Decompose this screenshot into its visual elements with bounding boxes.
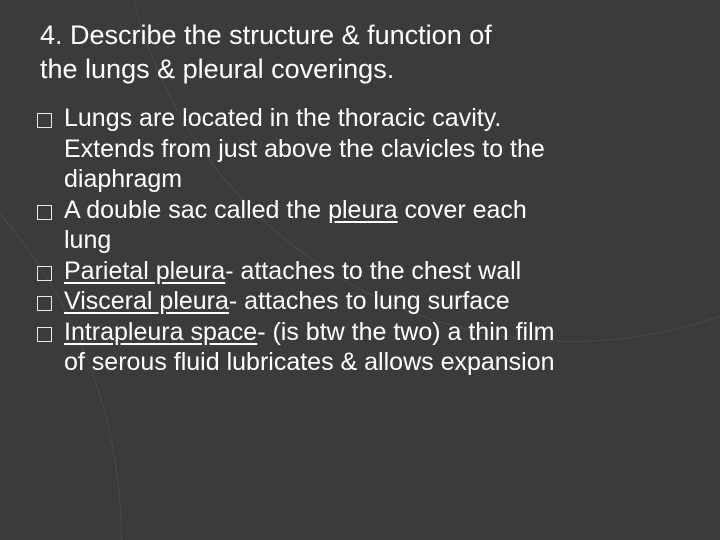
- bullet-line: [64, 195, 720, 226]
- bullet-term: Intrapleura space: [64, 317, 258, 346]
- bullet-text: A double sac called the: [64, 195, 329, 224]
- bullet-text: - attaches to the chest wall: [225, 256, 522, 285]
- bullet-box-icon: [37, 266, 52, 281]
- bullet-text: diaphragm: [64, 165, 183, 193]
- bullet-line: [64, 286, 720, 317]
- bullet-box-icon: [37, 296, 52, 311]
- title-line: 4. Describe the structure & function of: [40, 20, 492, 50]
- bullet-line: [64, 317, 720, 348]
- bullet-item: [0, 286, 720, 317]
- bullet-text: Lungs are located in the thoracic cavity.: [64, 104, 502, 132]
- bullet-item: [0, 103, 720, 195]
- slide-title: [40, 18, 700, 86]
- bullet-text: - (is btw the two) a thin film: [257, 317, 555, 346]
- bullet-text: - attaches to lung surface: [228, 287, 510, 315]
- bullet-text: Extends from just above the clavicles to the: [64, 134, 545, 163]
- bullet-term: Parietal pleura: [64, 256, 226, 285]
- bullet-text: lung: [64, 226, 112, 254]
- bullet-text: of serous fluid lubricates & allows expansion: [64, 348, 555, 376]
- bullet-line: [64, 256, 720, 287]
- bullet-term: pleura: [328, 195, 398, 224]
- title-line: the lungs & pleural coverings.: [40, 54, 395, 84]
- bullet-list: [0, 103, 720, 378]
- bullet-box-icon: [37, 205, 52, 220]
- bullet-item: [0, 256, 720, 287]
- bullet-box-icon: [37, 327, 52, 342]
- bullet-box-icon: [37, 113, 52, 128]
- bullet-item: [0, 317, 720, 378]
- bullet-term: Visceral pleura: [64, 287, 229, 315]
- bullet-item: [0, 195, 720, 256]
- bullet-text: cover each: [397, 195, 527, 224]
